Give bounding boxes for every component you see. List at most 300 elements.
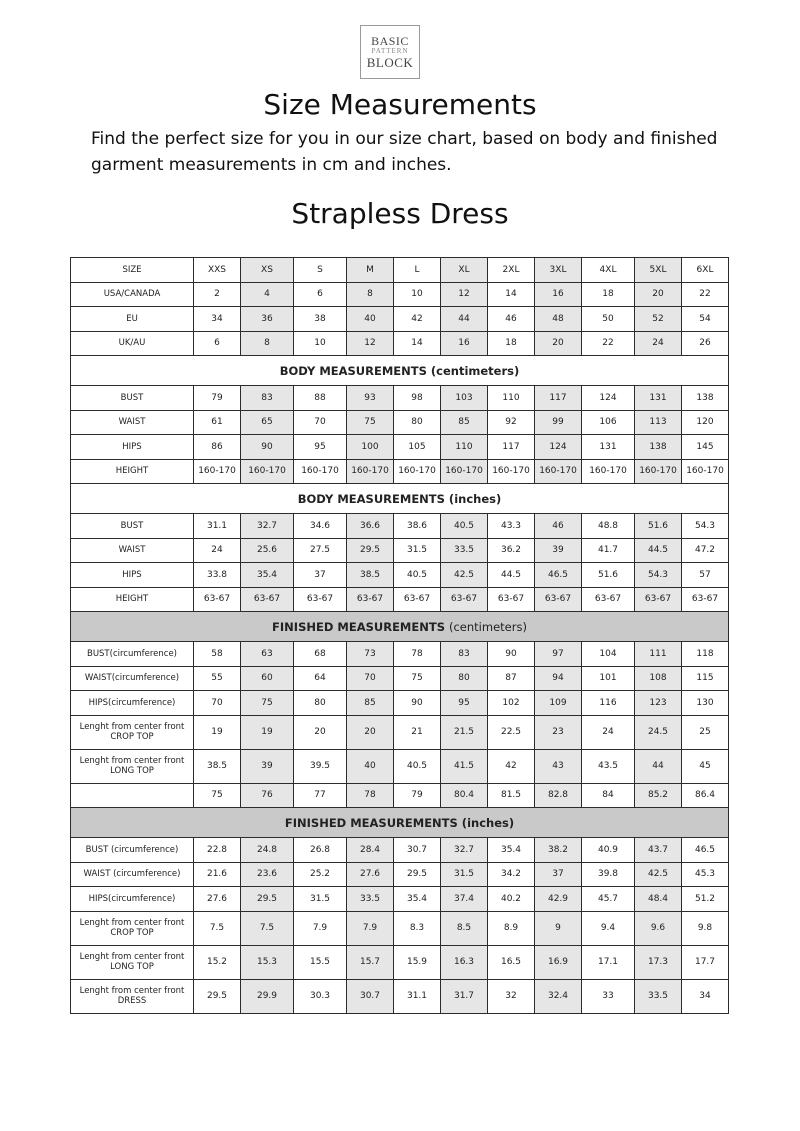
table-cell: 41.7 — [582, 538, 635, 563]
table-cell: 19 — [241, 715, 294, 749]
table-cell: 20 — [635, 282, 682, 307]
table-cell: 93 — [347, 386, 394, 411]
row-label: Lenght from center front LONG TOP — [71, 749, 194, 783]
row-label: HIPS(circumference) — [71, 691, 194, 716]
table-cell: 39.5 — [294, 749, 347, 783]
table-cell: 33 — [582, 979, 635, 1013]
table-cell: 70 — [347, 666, 394, 691]
table-cell: 41.5 — [441, 749, 488, 783]
table-cell: 24.8 — [241, 838, 294, 863]
table-cell: 113 — [635, 410, 682, 435]
table-cell: 160-170 — [582, 459, 635, 484]
table-cell: 42 — [394, 307, 441, 332]
table-cell: 70 — [194, 691, 241, 716]
table-cell: 110 — [441, 435, 488, 460]
table-cell: 124 — [582, 386, 635, 411]
table-cell: XXS — [194, 258, 241, 283]
table-cell: 130 — [682, 691, 729, 716]
row-label: Lenght from center front LONG TOP — [71, 945, 194, 979]
table-cell: 117 — [488, 435, 535, 460]
table-cell: 63-67 — [194, 587, 241, 612]
table-cell: 39 — [535, 538, 582, 563]
table-cell: 22.5 — [488, 715, 535, 749]
table-cell: 44.5 — [488, 563, 535, 588]
table-cell: 31.1 — [394, 979, 441, 1013]
table-cell: 51.6 — [635, 514, 682, 539]
table-cell: 160-170 — [347, 459, 394, 484]
table-cell: 160-170 — [241, 459, 294, 484]
table-row — [71, 887, 729, 912]
row-label: SIZE — [71, 258, 194, 283]
table-cell: 65 — [241, 410, 294, 435]
row-label: HEIGHT — [71, 587, 194, 612]
table-cell: 160-170 — [488, 459, 535, 484]
table-cell: 61 — [194, 410, 241, 435]
table-row — [71, 331, 729, 356]
table-cell: 30.7 — [347, 979, 394, 1013]
table-cell: 2 — [194, 282, 241, 307]
table-cell: 39 — [241, 749, 294, 783]
table-cell: 52 — [635, 307, 682, 332]
table-cell: 48.4 — [635, 887, 682, 912]
table-cell: 35.4 — [488, 838, 535, 863]
table-cell: 30.7 — [394, 838, 441, 863]
table-cell: 22.8 — [194, 838, 241, 863]
table-cell: 98 — [394, 386, 441, 411]
row-label: BUST(circumference) — [71, 642, 194, 667]
table-cell: 79 — [394, 783, 441, 808]
table-cell: 44.5 — [635, 538, 682, 563]
table-cell: 37.4 — [441, 887, 488, 912]
table-cell: 19 — [194, 715, 241, 749]
table-cell: 80.4 — [441, 783, 488, 808]
table-cell: 70 — [294, 410, 347, 435]
table-cell: 99 — [535, 410, 582, 435]
table-cell: 18 — [488, 331, 535, 356]
table-cell: 18 — [582, 282, 635, 307]
table-cell: 160-170 — [441, 459, 488, 484]
table-cell: 90 — [488, 642, 535, 667]
table-cell: 50 — [582, 307, 635, 332]
table-cell: 6XL — [682, 258, 729, 283]
logo-line-2: PATTERN — [371, 47, 409, 55]
table-cell: 80 — [441, 666, 488, 691]
table-cell: 26.8 — [294, 838, 347, 863]
size-chart-table — [70, 257, 729, 1014]
row-label: Lenght from center front CROP TOP — [71, 911, 194, 945]
table-cell: 42 — [488, 749, 535, 783]
table-cell: 77 — [294, 783, 347, 808]
table-cell: 68 — [294, 642, 347, 667]
table-cell: 15.7 — [347, 945, 394, 979]
table-cell: 37 — [294, 563, 347, 588]
table-row — [71, 459, 729, 484]
table-cell: 63-67 — [582, 587, 635, 612]
section-header — [71, 612, 729, 642]
row-label: HIPS — [71, 435, 194, 460]
table-cell: 29.5 — [394, 862, 441, 887]
table-cell: 46 — [488, 307, 535, 332]
table-cell: 63-67 — [488, 587, 535, 612]
table-cell: 86.4 — [682, 783, 729, 808]
table-cell: 40 — [347, 307, 394, 332]
table-cell: 75 — [394, 666, 441, 691]
table-cell: 22 — [582, 331, 635, 356]
table-row — [71, 715, 729, 749]
table-cell: 90 — [394, 691, 441, 716]
table-cell: 100 — [347, 435, 394, 460]
table-cell: 12 — [441, 282, 488, 307]
table-cell: 27.5 — [294, 538, 347, 563]
table-cell: 106 — [582, 410, 635, 435]
table-cell: 28.4 — [347, 838, 394, 863]
table-cell: 17.7 — [682, 945, 729, 979]
table-cell: 25.2 — [294, 862, 347, 887]
table-cell: 43.3 — [488, 514, 535, 539]
table-cell: 37 — [535, 862, 582, 887]
table-cell: 54.3 — [682, 514, 729, 539]
table-cell: 4 — [241, 282, 294, 307]
table-cell: 15.9 — [394, 945, 441, 979]
table-cell: 102 — [488, 691, 535, 716]
table-cell: 8.9 — [488, 911, 535, 945]
table-row — [71, 911, 729, 945]
table-cell: 9.8 — [682, 911, 729, 945]
row-label: HEIGHT — [71, 459, 194, 484]
table-cell: 16.5 — [488, 945, 535, 979]
table-cell: 63-67 — [294, 587, 347, 612]
table-cell: 145 — [682, 435, 729, 460]
table-cell: 75 — [194, 783, 241, 808]
table-cell: 27.6 — [347, 862, 394, 887]
table-cell: 76 — [241, 783, 294, 808]
table-cell: 7.5 — [194, 911, 241, 945]
table-cell: 32.7 — [241, 514, 294, 539]
table-cell: 9 — [535, 911, 582, 945]
table-row — [71, 642, 729, 667]
table-cell: 36.2 — [488, 538, 535, 563]
table-cell: 35.4 — [394, 887, 441, 912]
table-cell: 16 — [441, 331, 488, 356]
table-cell: 43.7 — [635, 838, 682, 863]
table-cell: 38 — [294, 307, 347, 332]
section-header-bold: FINISHED MEASUREMENTS — [272, 619, 445, 634]
table-cell: 48.8 — [582, 514, 635, 539]
table-cell: 25 — [682, 715, 729, 749]
table-cell: 111 — [635, 642, 682, 667]
table-cell: 63-67 — [635, 587, 682, 612]
table-cell: 47.2 — [682, 538, 729, 563]
table-cell: 38.5 — [347, 563, 394, 588]
table-cell: 57 — [682, 563, 729, 588]
table-cell: 29.9 — [241, 979, 294, 1013]
table-cell: 63 — [241, 642, 294, 667]
table-cell: S — [294, 258, 347, 283]
table-cell: 33.8 — [194, 563, 241, 588]
table-cell: 160-170 — [635, 459, 682, 484]
table-cell: 29.5 — [194, 979, 241, 1013]
table-cell: 40.5 — [441, 514, 488, 539]
table-cell: 35.4 — [241, 563, 294, 588]
row-label: WAIST — [71, 410, 194, 435]
table-cell: 2XL — [488, 258, 535, 283]
row-label: USA/CANADA — [71, 282, 194, 307]
section-header: BODY MEASUREMENTS (centimeters) — [71, 356, 729, 386]
logo-line-3: BLOCK — [366, 55, 414, 70]
table-cell: 36 — [241, 307, 294, 332]
table-cell: 25.6 — [241, 538, 294, 563]
table-cell: 83 — [241, 386, 294, 411]
table-cell: 95 — [441, 691, 488, 716]
table-cell: 118 — [682, 642, 729, 667]
table-cell: 39.8 — [582, 862, 635, 887]
table-cell: 92 — [488, 410, 535, 435]
table-cell: 15.2 — [194, 945, 241, 979]
table-cell: 120 — [682, 410, 729, 435]
row-label — [71, 783, 194, 808]
table-cell: 51.2 — [682, 887, 729, 912]
table-cell: 32 — [488, 979, 535, 1013]
table-row — [71, 666, 729, 691]
table-cell: 15.3 — [241, 945, 294, 979]
table-cell: 63-67 — [347, 587, 394, 612]
table-cell: 84 — [582, 783, 635, 808]
row-label: WAIST(circumference) — [71, 666, 194, 691]
table-cell: 31.7 — [441, 979, 488, 1013]
table-cell: 36.6 — [347, 514, 394, 539]
table-cell: 117 — [535, 386, 582, 411]
table-cell: 15.5 — [294, 945, 347, 979]
table-row — [71, 307, 729, 332]
table-cell: 34 — [682, 979, 729, 1013]
row-label: BUST — [71, 514, 194, 539]
table-cell: 63-67 — [682, 587, 729, 612]
table-cell: 55 — [194, 666, 241, 691]
table-cell: 8.3 — [394, 911, 441, 945]
table-cell: 27.6 — [194, 887, 241, 912]
table-cell: 8 — [347, 282, 394, 307]
table-cell: 85 — [441, 410, 488, 435]
table-cell: 138 — [682, 386, 729, 411]
table-cell: 45.3 — [682, 862, 729, 887]
table-cell: 109 — [535, 691, 582, 716]
table-cell: 94 — [535, 666, 582, 691]
table-cell: 115 — [682, 666, 729, 691]
row-label: Lenght from center front CROP TOP — [71, 715, 194, 749]
table-cell: 46.5 — [682, 838, 729, 863]
table-cell: 131 — [582, 435, 635, 460]
brand-logo — [360, 25, 420, 79]
table-cell: 33.5 — [635, 979, 682, 1013]
table-cell: 29.5 — [347, 538, 394, 563]
table-cell: 34 — [194, 307, 241, 332]
table-cell: 160-170 — [682, 459, 729, 484]
table-cell: 32.7 — [441, 838, 488, 863]
table-cell: 24 — [582, 715, 635, 749]
table-cell: 63-67 — [394, 587, 441, 612]
table-cell: 160-170 — [294, 459, 347, 484]
table-cell: 123 — [635, 691, 682, 716]
intro-text: Find the perfect size for you in our size chart, based on body and finished garment measurements in cm and inches. — [91, 129, 718, 175]
table-cell: 42.9 — [535, 887, 582, 912]
table-cell: 40.9 — [582, 838, 635, 863]
table-cell: 42.5 — [441, 563, 488, 588]
table-cell: 51.6 — [582, 563, 635, 588]
table-cell: 44 — [441, 307, 488, 332]
table-cell: 14 — [488, 282, 535, 307]
table-row — [71, 945, 729, 979]
table-cell: XL — [441, 258, 488, 283]
table-cell: 40 — [347, 749, 394, 783]
table-cell: L — [394, 258, 441, 283]
row-label: WAIST — [71, 538, 194, 563]
table-cell: 78 — [347, 783, 394, 808]
table-cell: 20 — [535, 331, 582, 356]
table-cell: 54.3 — [635, 563, 682, 588]
table-cell: 78 — [394, 642, 441, 667]
table-cell: 95 — [294, 435, 347, 460]
table-cell: 16.3 — [441, 945, 488, 979]
table-cell: 10 — [294, 331, 347, 356]
table-cell: 79 — [194, 386, 241, 411]
table-cell: 40.2 — [488, 887, 535, 912]
table-cell: 63-67 — [241, 587, 294, 612]
table-cell: 20 — [347, 715, 394, 749]
table-cell: 63-67 — [535, 587, 582, 612]
table-cell: 83 — [441, 642, 488, 667]
section-header: FINISHED MEASUREMENTS (inches) — [71, 808, 729, 838]
table-cell: 23.6 — [241, 862, 294, 887]
logo-line-1: BASIC — [371, 34, 409, 48]
table-row — [71, 435, 729, 460]
table-cell: 32.4 — [535, 979, 582, 1013]
table-cell: 34.2 — [488, 862, 535, 887]
table-cell: 108 — [635, 666, 682, 691]
table-cell: 14 — [394, 331, 441, 356]
table-cell: 31.5 — [441, 862, 488, 887]
table-cell: 26 — [682, 331, 729, 356]
table-cell: 75 — [347, 410, 394, 435]
table-cell: 23 — [535, 715, 582, 749]
table-cell: 110 — [488, 386, 535, 411]
table-cell: 31.5 — [394, 538, 441, 563]
table-cell: 48 — [535, 307, 582, 332]
table-cell: M — [347, 258, 394, 283]
table-cell: 24 — [635, 331, 682, 356]
table-cell: 21.6 — [194, 862, 241, 887]
table-cell: 34.6 — [294, 514, 347, 539]
table-cell: 20 — [294, 715, 347, 749]
table-cell: 97 — [535, 642, 582, 667]
table-cell: 160-170 — [394, 459, 441, 484]
table-cell: 29.5 — [241, 887, 294, 912]
table-cell: 8.5 — [441, 911, 488, 945]
section-header-row — [71, 356, 729, 386]
table-cell: 90 — [241, 435, 294, 460]
table-row — [71, 587, 729, 612]
section-header-unit: (centimeters) — [449, 619, 527, 634]
table-row — [71, 862, 729, 887]
table-cell: 8 — [241, 331, 294, 356]
table-cell: 58 — [194, 642, 241, 667]
section-header-row — [71, 808, 729, 838]
table-cell: 46.5 — [535, 563, 582, 588]
table-cell: 38.2 — [535, 838, 582, 863]
table-cell: 9.6 — [635, 911, 682, 945]
table-cell: 138 — [635, 435, 682, 460]
table-cell: 85 — [347, 691, 394, 716]
table-row — [71, 258, 729, 283]
table-cell: 22 — [682, 282, 729, 307]
table-cell: 7.9 — [347, 911, 394, 945]
table-cell: 24.5 — [635, 715, 682, 749]
table-cell: 160-170 — [194, 459, 241, 484]
table-cell: 73 — [347, 642, 394, 667]
section-header-row — [71, 612, 729, 642]
table-cell: 54 — [682, 307, 729, 332]
table-cell: 104 — [582, 642, 635, 667]
row-label: WAIST (circumference) — [71, 862, 194, 887]
table-cell: 105 — [394, 435, 441, 460]
table-cell: 38.5 — [194, 749, 241, 783]
table-cell: 80 — [294, 691, 347, 716]
table-cell: 16.9 — [535, 945, 582, 979]
table-cell: 42.5 — [635, 862, 682, 887]
table-cell: 85.2 — [635, 783, 682, 808]
row-label: HIPS — [71, 563, 194, 588]
table-row — [71, 538, 729, 563]
table-cell: 31.1 — [194, 514, 241, 539]
table-cell: 4XL — [582, 258, 635, 283]
table-cell: 75 — [241, 691, 294, 716]
table-cell: 160-170 — [535, 459, 582, 484]
row-label: Lenght from center front DRESS — [71, 979, 194, 1013]
table-cell: 16 — [535, 282, 582, 307]
table-cell: 6 — [294, 282, 347, 307]
section-header: BODY MEASUREMENTS (inches) — [71, 484, 729, 514]
table-cell: 17.1 — [582, 945, 635, 979]
table-cell: 46 — [535, 514, 582, 539]
row-label: UK/AU — [71, 331, 194, 356]
table-cell: 45 — [682, 749, 729, 783]
table-cell: 64 — [294, 666, 347, 691]
table-cell: 124 — [535, 435, 582, 460]
table-cell: 116 — [582, 691, 635, 716]
table-row — [71, 282, 729, 307]
table-cell: 12 — [347, 331, 394, 356]
table-cell: 43.5 — [582, 749, 635, 783]
table-cell: 40.5 — [394, 563, 441, 588]
table-cell: 31.5 — [294, 887, 347, 912]
table-cell: 24 — [194, 538, 241, 563]
table-row — [71, 979, 729, 1013]
page-title: Size Measurements — [263, 88, 537, 121]
table-cell: 9.4 — [582, 911, 635, 945]
table-row — [71, 563, 729, 588]
table-cell: 101 — [582, 666, 635, 691]
table-row — [71, 691, 729, 716]
table-cell: 44 — [635, 749, 682, 783]
table-cell: 63-67 — [441, 587, 488, 612]
table-cell: 21 — [394, 715, 441, 749]
row-label: BUST (circumference) — [71, 838, 194, 863]
row-label: BUST — [71, 386, 194, 411]
table-row — [71, 783, 729, 808]
table-cell: 10 — [394, 282, 441, 307]
table-row — [71, 749, 729, 783]
table-cell: 88 — [294, 386, 347, 411]
garment-title: Strapless Dress — [291, 197, 509, 230]
